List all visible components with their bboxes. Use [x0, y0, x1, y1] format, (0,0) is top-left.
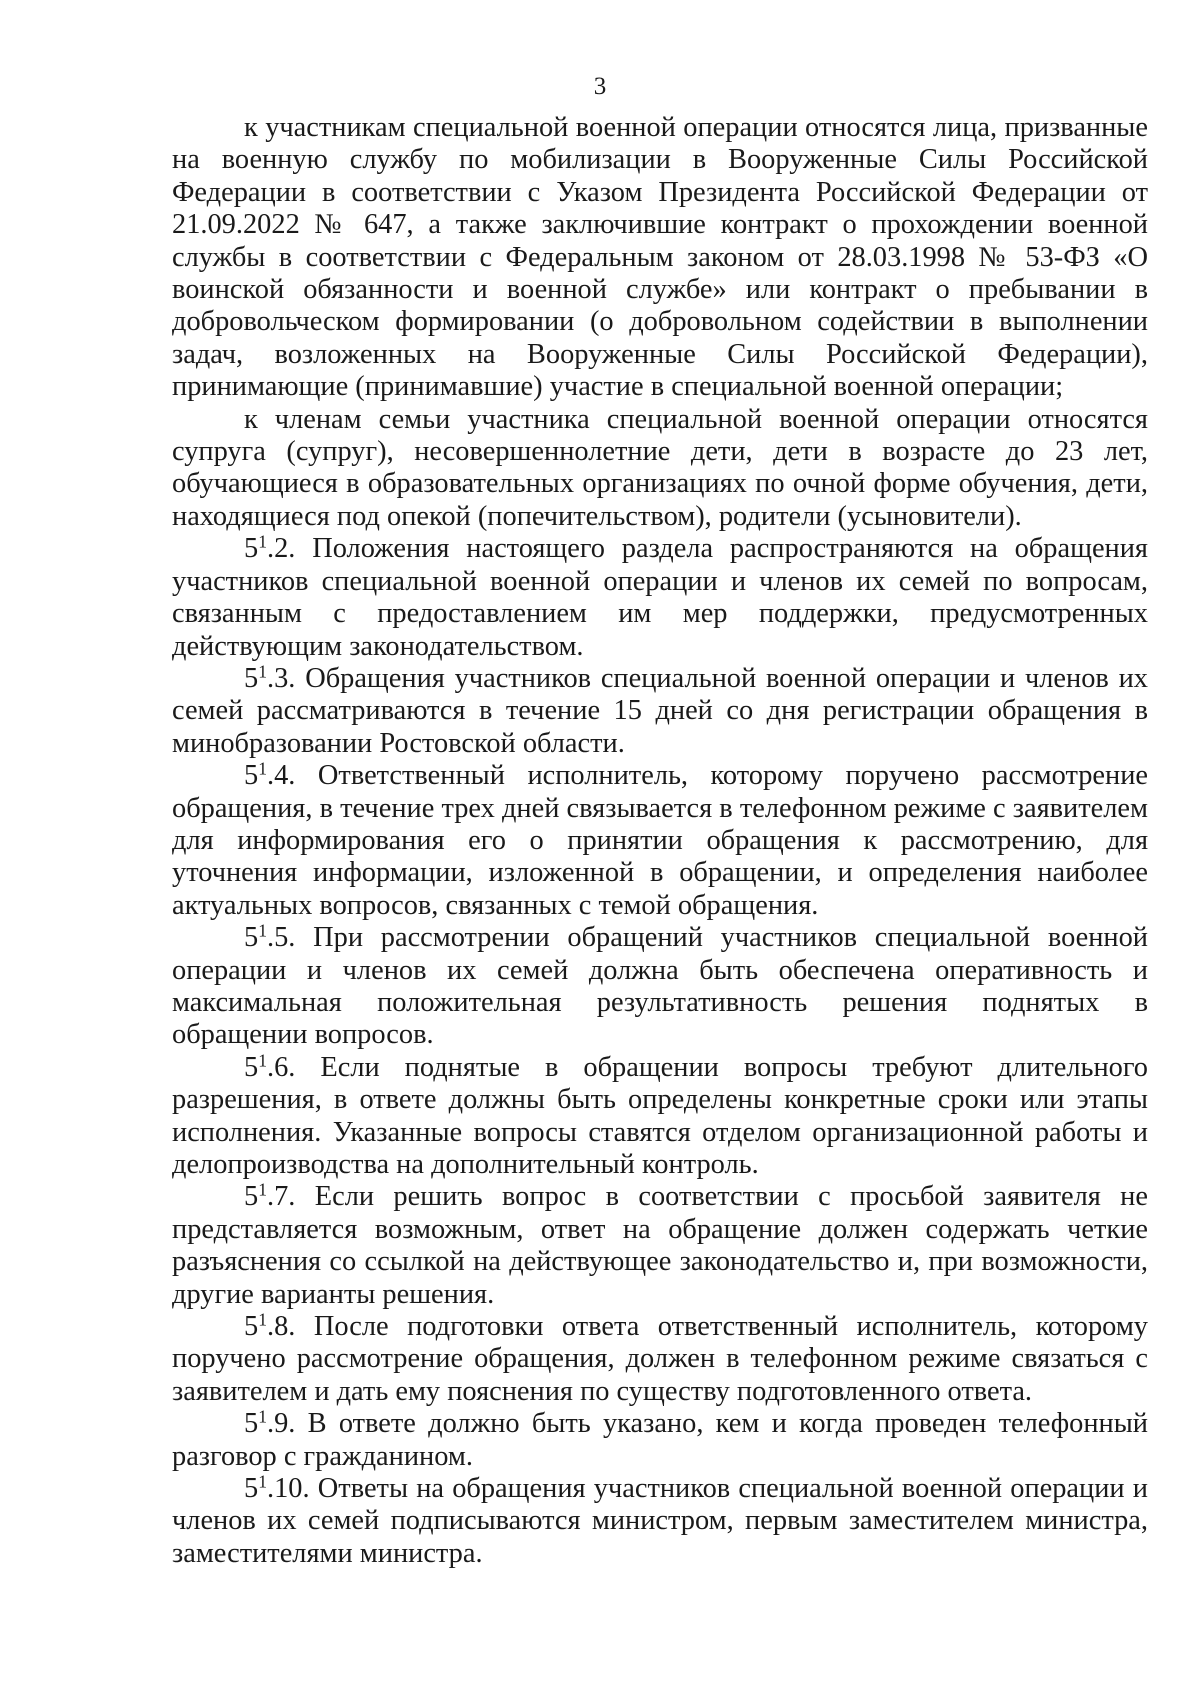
paragraph-text: При рассмотрении обращений участников специальной военной операции и членов их семей должна быть обеспечена оперативность и максимальная положительная результативность решения поднятых в обращении вопросов.	[172, 922, 1148, 1051]
clause-number	[244, 1181, 315, 1212]
clause-number-suffix: .6.	[267, 1051, 321, 1083]
clause-number-suffix: .3.	[267, 662, 306, 694]
clause-number	[244, 1052, 320, 1083]
clause-number-suffix: .2.	[267, 533, 313, 565]
clause-number-main: 5	[244, 1311, 259, 1343]
clause-number	[244, 1311, 314, 1342]
clause-number-superscript: 1	[258, 758, 267, 779]
paragraph-text: Ответы на обращения участников специальной военной операции и членов их семей подписываются министром, первым заместителем министра, заместителями министра.	[172, 1473, 1149, 1569]
clause-number-main: 5	[244, 760, 259, 792]
paragraph-p2	[172, 404, 1148, 534]
paragraph-p4	[172, 663, 1148, 760]
clause-number-superscript: 1	[258, 1406, 267, 1427]
clause-number-main: 5	[244, 533, 259, 565]
paragraph-p7	[172, 1052, 1148, 1182]
clause-number	[244, 1473, 318, 1504]
clause-number-superscript: 1	[258, 661, 267, 682]
clause-number-main: 5	[244, 1181, 259, 1213]
paragraph-text: Ответственный исполнитель, которому поручено рассмотрение обращения, в течение трех дней связывается в телефонном режиме с заявителем для информирования его о принятии обращения к рассмотрению, для уточнения информации, изложенной в обращении, и определения наиболее актуальных вопросов, связанных с темой обращения.	[172, 760, 1148, 921]
clause-number-superscript: 1	[258, 1179, 267, 1200]
clause-number-suffix: .4.	[267, 760, 318, 792]
clause-number	[244, 922, 313, 953]
clause-number-superscript: 1	[258, 1050, 267, 1071]
paragraph-p8	[172, 1181, 1148, 1311]
clause-number-superscript: 1	[258, 920, 267, 941]
paragraph-text: к членам семьи участника специальной военной операции относятся супруга (супруг), несовершеннолетние дети, дети в возрасте до 23 лет, обучающиеся в образовательных организациях по очной форме обучения, дети, находящиеся под опекой (попечительством), родители (усыновители).	[172, 403, 1148, 532]
clause-number	[244, 663, 305, 694]
paragraph-text: Если поднятые в обращении вопросы требуют длительного разрешения, в ответе должны быть определены конкретные сроки или этапы исполнения. Указанные вопросы ставятся отделом организационной работы и делопроизводства на дополнительный контроль.	[172, 1051, 1148, 1180]
paragraph-text: После подготовки ответа ответственный исполнитель, которому поручено рассмотрение обращения, должен в телефонном режиме связаться с заявителем и дать ему пояснения по существу подготовленного ответа.	[172, 1311, 1148, 1407]
paragraph-p10	[172, 1408, 1148, 1473]
paragraph-p6	[172, 922, 1148, 1052]
paragraph-p11	[172, 1473, 1148, 1570]
paragraph-text: В ответе должно быть указано, кем и когда проведен телефонный разговор с гражданином.	[172, 1408, 1148, 1472]
paragraph-text: Если решить вопрос в соответствии с просьбой заявителя не представляется возможным, ответ на обращение должен содержать четкие разъяснения со ссылкой на действующее законодательство и, при возможности, другие варианты решения.	[172, 1181, 1148, 1310]
clause-number-superscript: 1	[258, 1471, 267, 1492]
clause-number	[244, 1408, 308, 1439]
page-number: 3	[593, 73, 607, 100]
clause-number-main: 5	[244, 1408, 259, 1440]
paragraph-text: Положения настоящего раздела распространяются на обращения участников специальной военной операции и членов их семей по вопросам, связанным с предоставлением им мер поддержки, предусмотренных действующим законодательством.	[172, 533, 1148, 662]
clause-number-suffix: .10.	[267, 1473, 318, 1505]
paragraph-p5	[172, 760, 1148, 922]
paragraph-p9	[172, 1311, 1148, 1408]
clause-number-main: 5	[244, 1051, 259, 1083]
clause-number-superscript: 1	[258, 1309, 267, 1330]
clause-number	[244, 760, 318, 791]
clause-number-suffix: .7.	[267, 1181, 315, 1213]
paragraph-text: Обращения участников специальной военной операции и членов их семей рассматриваются в течение 15 дней со дня регистрации обращения в минобразовании Ростовской области.	[172, 662, 1148, 759]
clause-number-suffix: .9.	[267, 1408, 308, 1440]
paragraph-p1	[172, 112, 1148, 404]
clause-number-suffix: .8.	[267, 1311, 314, 1343]
clause-number-main: 5	[244, 1473, 259, 1505]
clause-number	[244, 533, 312, 564]
document-body	[172, 112, 1148, 1570]
clause-number-superscript: 1	[258, 531, 267, 552]
clause-number-main: 5	[244, 922, 259, 954]
paragraph-p3	[172, 533, 1148, 663]
paragraph-text: к участникам специальной военной операции относятся лица, призванные на военную службу по мобилизации в Вооруженные Силы Российской Федерации в соответствии с Указом Президента Российской Федерации от 21.09.2022 № 647, а также заключившие контракт о прохождении военной службы в соответствии с Федеральным законом от 28.03.1998 № 53-ФЗ «О воинской обязанности и военной службе» или контракт о пребывании в добровольческом формировании (о добровольном содействии в выполнении задач, возложенных на Вооруженные Силы Российской Федерации), принимающие (принимавшие) участие в специальной военной операции;	[172, 112, 1148, 403]
clause-number-suffix: .5.	[267, 922, 314, 954]
clause-number-main: 5	[244, 662, 259, 694]
